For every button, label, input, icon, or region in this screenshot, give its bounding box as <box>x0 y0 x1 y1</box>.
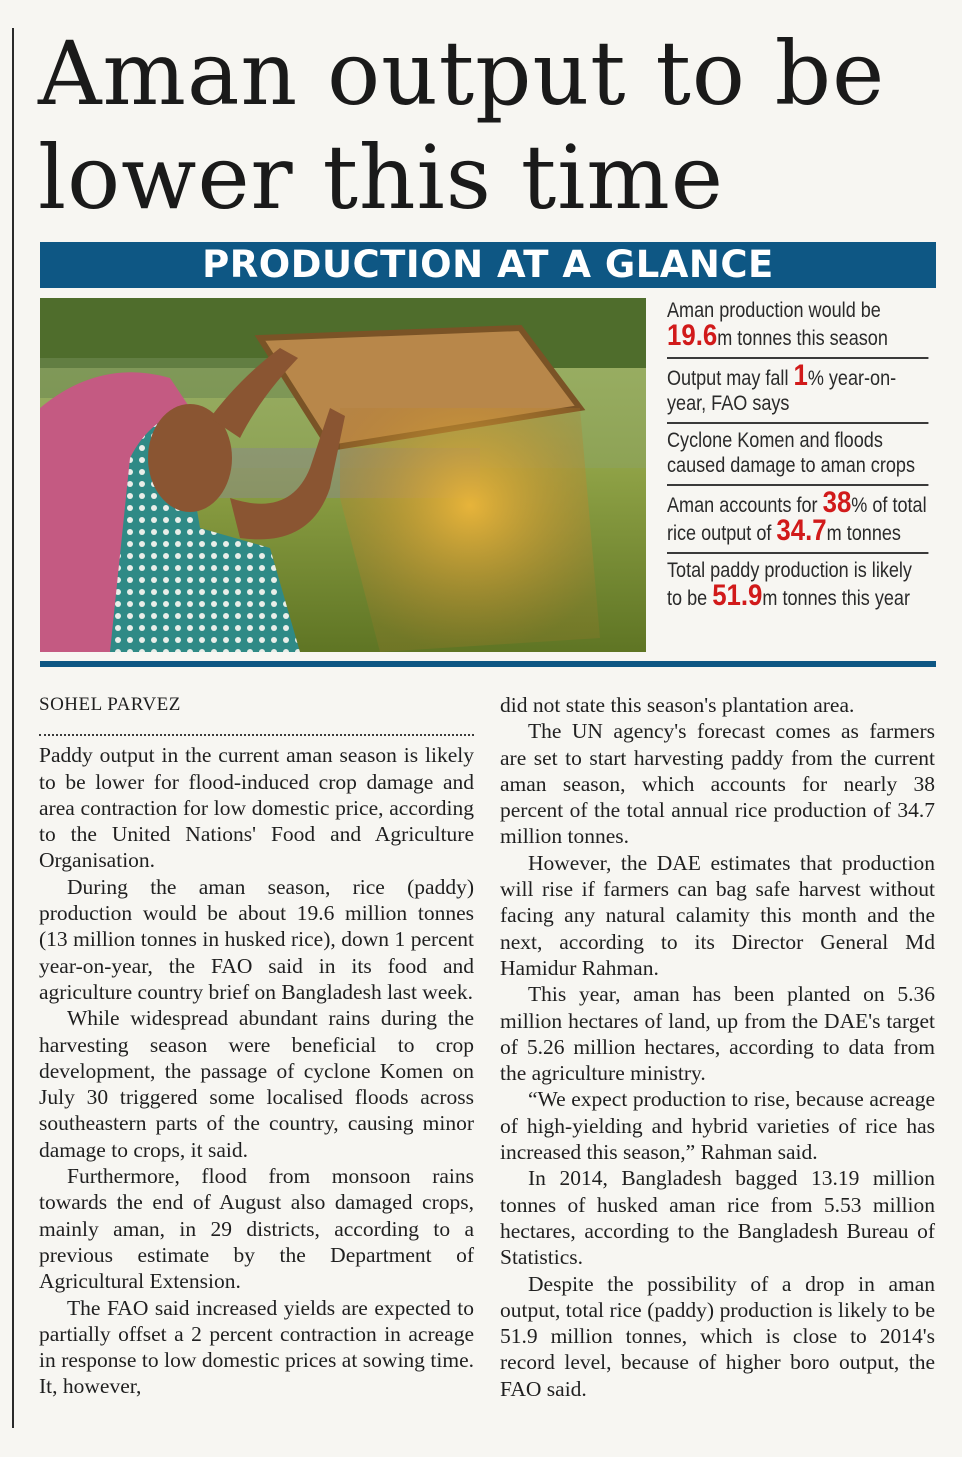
fact-highlight: 19.6 <box>667 319 718 352</box>
fact-item: Total paddy production is likely to be 51.9m tonnes this year <box>667 559 912 612</box>
photo-illustration <box>40 298 646 652</box>
fact-highlight: 34.7 <box>776 514 827 547</box>
fact-item: Output may fall 1% year-on-year, FAO says <box>667 359 928 424</box>
fact-highlight: 38 <box>822 486 852 519</box>
fact-item: Aman accounts for 38% of total rice output of 34.7m tonnes <box>667 486 928 554</box>
production-banner: PRODUCTION AT A GLANCE <box>40 242 936 288</box>
fact-highlight: 1 <box>793 359 808 392</box>
byline: SOHEL PARVEZ <box>39 694 181 715</box>
paragraph: However, the DAE estimates that production will rise if farmers can bag safe harvest without facing any natural calamity this month and the next, according to its Director General Md Hamidur Rahman. <box>500 850 935 980</box>
paragraph: “We expect production to rise, because acreage of high-yielding and hybrid varieties of rice has increased this season,” Rahman said. <box>500 1087 935 1165</box>
paragraph: This year, aman has been planted on 5.36 million hectares of land, up from the DAE's target of 5.26 million hectares, according to data from the agriculture ministry. <box>500 982 935 1086</box>
fact-item: Cyclone Komen and floods caused damage to aman crops <box>667 424 928 486</box>
paragraph: In 2014, Bangladesh bagged 13.19 million tonnes of husked aman rice from 5.53 million hectares, according to the Bangladesh Bureau of Statistics. <box>500 1166 935 1270</box>
paragraph: While widespread abundant rains during the harvesting season were beneficial to crop development, the passage of cyclone Komen on July 30 triggered some localised floods across southeastern parts of the country, causing minor damage to crops, it said. <box>39 1006 474 1162</box>
paragraph: did not state this season's plantation area. <box>500 693 855 717</box>
paragraph: The UN agency's forecast comes as farmers are set to start harvesting paddy from the current aman season, which accounts for nearly 38 percent of the total annual rice production of 34.7 million tonnes. <box>500 719 935 849</box>
fact-item: Aman production would be 19.6m tonnes this season <box>667 294 928 359</box>
headline <box>38 22 938 230</box>
fact-highlight: 51.9 <box>712 579 763 612</box>
headline-line-1: Aman output to be <box>38 22 886 125</box>
page-margin-rule <box>12 28 14 1428</box>
farmer-winnowing-photo <box>40 298 646 652</box>
paragraph: The FAO said increased yields are expected to partially offset a 2 percent contraction in acreage in response to low domestic prices at sowing time. It, however, <box>39 1295 474 1399</box>
paragraph: During the aman season, rice (paddy) production would be about 19.6 million tonnes (13 million tonnes in husked rice), down 1 percent year-on-year, the FAO said in its food and agriculture country brief on Bangladesh last week. <box>39 874 474 1004</box>
section-divider <box>40 661 936 667</box>
article-column-right <box>500 692 935 1402</box>
paragraph: Despite the possibility of a drop in aman output, total rice (paddy) production is likely to be 51.9 million tonnes, which is close to 2014's record level, because of higher boro output, the FAO said. <box>500 1271 935 1401</box>
falling-grain <box>340 408 600 652</box>
headline-line-2: lower this time <box>38 126 724 229</box>
paragraph: Furthermore, flood from monsoon rains towards the end of August also damaged crops, mainly aman, in 29 districts, according to a previous estimate by the Department of Agricultural Extension. <box>39 1164 474 1294</box>
production-facts <box>667 294 927 617</box>
article-column-left <box>39 692 474 1400</box>
paragraph: Paddy output in the current aman season is likely to be lower for flood-induced crop damage and area contraction for low domestic price, according to the United Nations' Food and Agriculture Organisation. <box>39 743 474 873</box>
dotted-divider <box>39 734 474 736</box>
